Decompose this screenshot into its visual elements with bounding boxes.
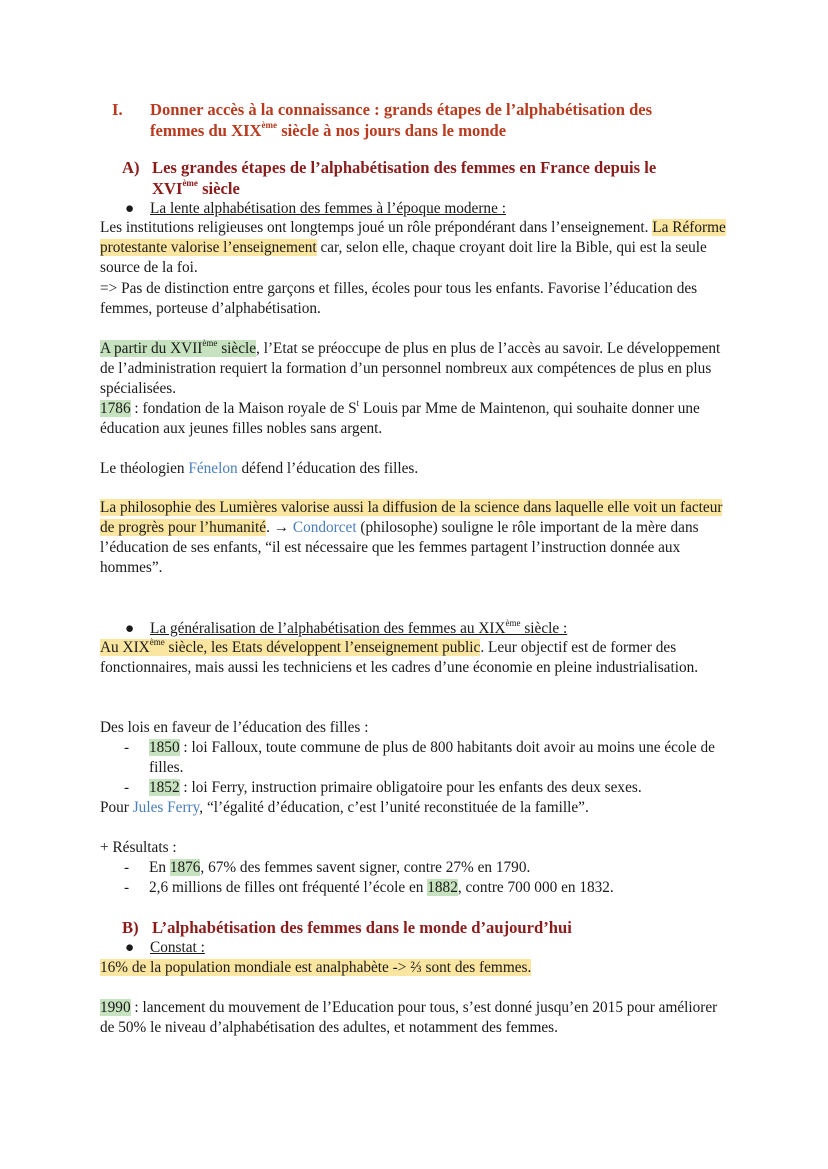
highlight-yellow: La philosophie des Lumières valorise aussi la diffusion de la science dans laquelle elle voit un facteur de progrès pour l’humanité bbox=[100, 499, 723, 536]
subsection-title: Les grandes étapes de l’alphabétisation des femmes en France depuis le XVIème siècle bbox=[152, 158, 657, 198]
bullet-icon: ● bbox=[125, 939, 135, 956]
law-item: 1850 : loi Falloux, toute commune de plus de 800 habitants doit avoir au moins une école de filles. bbox=[149, 739, 715, 776]
paragraph-fenelon: Le théologien Fénelon défend l’éducation des filles. bbox=[100, 460, 419, 477]
bullet-label: La lente alphabétisation des femmes à l’époque moderne : bbox=[150, 200, 506, 217]
date-highlight: 1786 bbox=[100, 400, 131, 417]
subsection-letter: B) bbox=[122, 918, 139, 937]
paragraph-constat bbox=[100, 958, 730, 978]
result-item: En 1876, 67% des femmes savent signer, contre 27% en 1790. bbox=[149, 859, 531, 876]
paragraph-consequence: => Pas de distinction entre garçons et filles, écoles pour tous les enfants. Favorise l’éducation des femmes, porteuse d’alphabétisation. bbox=[100, 280, 698, 317]
section-number: I. bbox=[112, 100, 123, 119]
date-highlight: 1882 bbox=[427, 879, 458, 896]
dash-marker: - bbox=[124, 859, 130, 876]
dash-marker: - bbox=[124, 879, 130, 896]
highlight-yellow: 16% de la population mondiale est analphabète -> ⅔ sont des femmes. bbox=[100, 959, 532, 976]
paragraph-1786: 1786 : fondation de la Maison royale de $S^t$ Louis par Mme de Maintenon, qui souhaite donner une éducation aux jeunes filles nobles sans argent. bbox=[100, 397, 700, 437]
date-highlight: 1990 bbox=[100, 999, 131, 1016]
bullet-label: Constat : bbox=[150, 939, 205, 956]
paragraph-xvii: A partir du XVIIème siècle, l’Etat se préoccupe de plus en plus de l’accès au savoir. Le développement de l’administration requiert la formation d’un personnel nombreux aux compétences de plus en plus spécialisées. bbox=[100, 337, 721, 397]
link-jules-ferry[interactable]: Jules Ferry bbox=[132, 799, 200, 816]
highlight-yellow: Au XIXème siècle, les Etats développent l’enseignement public bbox=[100, 636, 481, 656]
subsection-title: L’alphabétisation des femmes dans le monde d’aujourd’hui bbox=[152, 918, 572, 937]
date-highlight: 1850 bbox=[149, 739, 180, 756]
dash-marker: - bbox=[124, 739, 130, 756]
section-title: Donner accès à la connaissance : grands étapes de l’alphabétisation des femmes du XIXème siècle à nos jours dans le monde bbox=[150, 100, 653, 140]
highlight-green: A partir du XVIIème siècle bbox=[100, 337, 257, 357]
paragraph-ferry-quote: Pour Jules Ferry, “l’égalité d’éducation, c’est l’unité reconstituée de la famille”. bbox=[100, 799, 589, 816]
link-fenelon[interactable]: Fénelon bbox=[188, 460, 238, 477]
bullet-label: La généralisation de l’alphabétisation des femmes au XIXème siècle : bbox=[150, 617, 568, 637]
law-item: 1852 : loi Ferry, instruction primaire obligatoire pour les enfants des deux sexes. bbox=[149, 779, 642, 796]
link-condorcet[interactable]: Condorcet bbox=[292, 519, 357, 536]
subsection-letter: A) bbox=[122, 158, 140, 177]
paragraph-lois: Des lois en faveur de l’éducation des filles : bbox=[100, 719, 369, 736]
result-item: 2,6 millions de filles ont fréquenté l’école en 1882, contre 700 000 en 1832. bbox=[149, 879, 614, 896]
bullet-icon: ● bbox=[125, 620, 135, 637]
paragraph-1990: 1990 : lancement du mouvement de l’Education pour tous, s’est donné jusqu’en 2015 pour améliorer de 50% le niveau d’alphabétisation des adultes, et notamment des femmes. bbox=[100, 999, 718, 1036]
dash-marker: - bbox=[124, 779, 130, 796]
bullet-icon: ● bbox=[125, 200, 135, 217]
paragraph-resultats: + Résultats : bbox=[100, 839, 177, 856]
paragraph-lumieres: La philosophie des Lumières valorise aussi la diffusion de la science dans laquelle elle voit un facteur de progrès pour l’humanité. → Condorcet (philosophe) souligne le rôle important de la mère dans l’éducation de ses enfants, “il est nécessaire que les femmes partagent l’instruction donnée aux hommes”. bbox=[100, 499, 723, 576]
date-highlight: 1876 bbox=[169, 859, 201, 876]
paragraph-xix: Au XIXème siècle, les Etats développent l’enseignement public. Leur objectif est de former des fonctionnaires, mais aussi les techniciens et les cadres d’une économie en pleine industrialisation. bbox=[100, 636, 699, 676]
paragraph-reforme: Les institutions religieuses ont longtemps joué un rôle prépondérant dans l’enseignement. La Réforme protestante valorise l’enseignement car, selon elle, chaque croyant doit lire la Bible, qui est la seule source de la foi. bbox=[100, 219, 726, 276]
highlight-yellow: La Réforme protestante valorise l’enseignement bbox=[100, 219, 726, 256]
date-highlight: 1852 bbox=[149, 779, 180, 796]
